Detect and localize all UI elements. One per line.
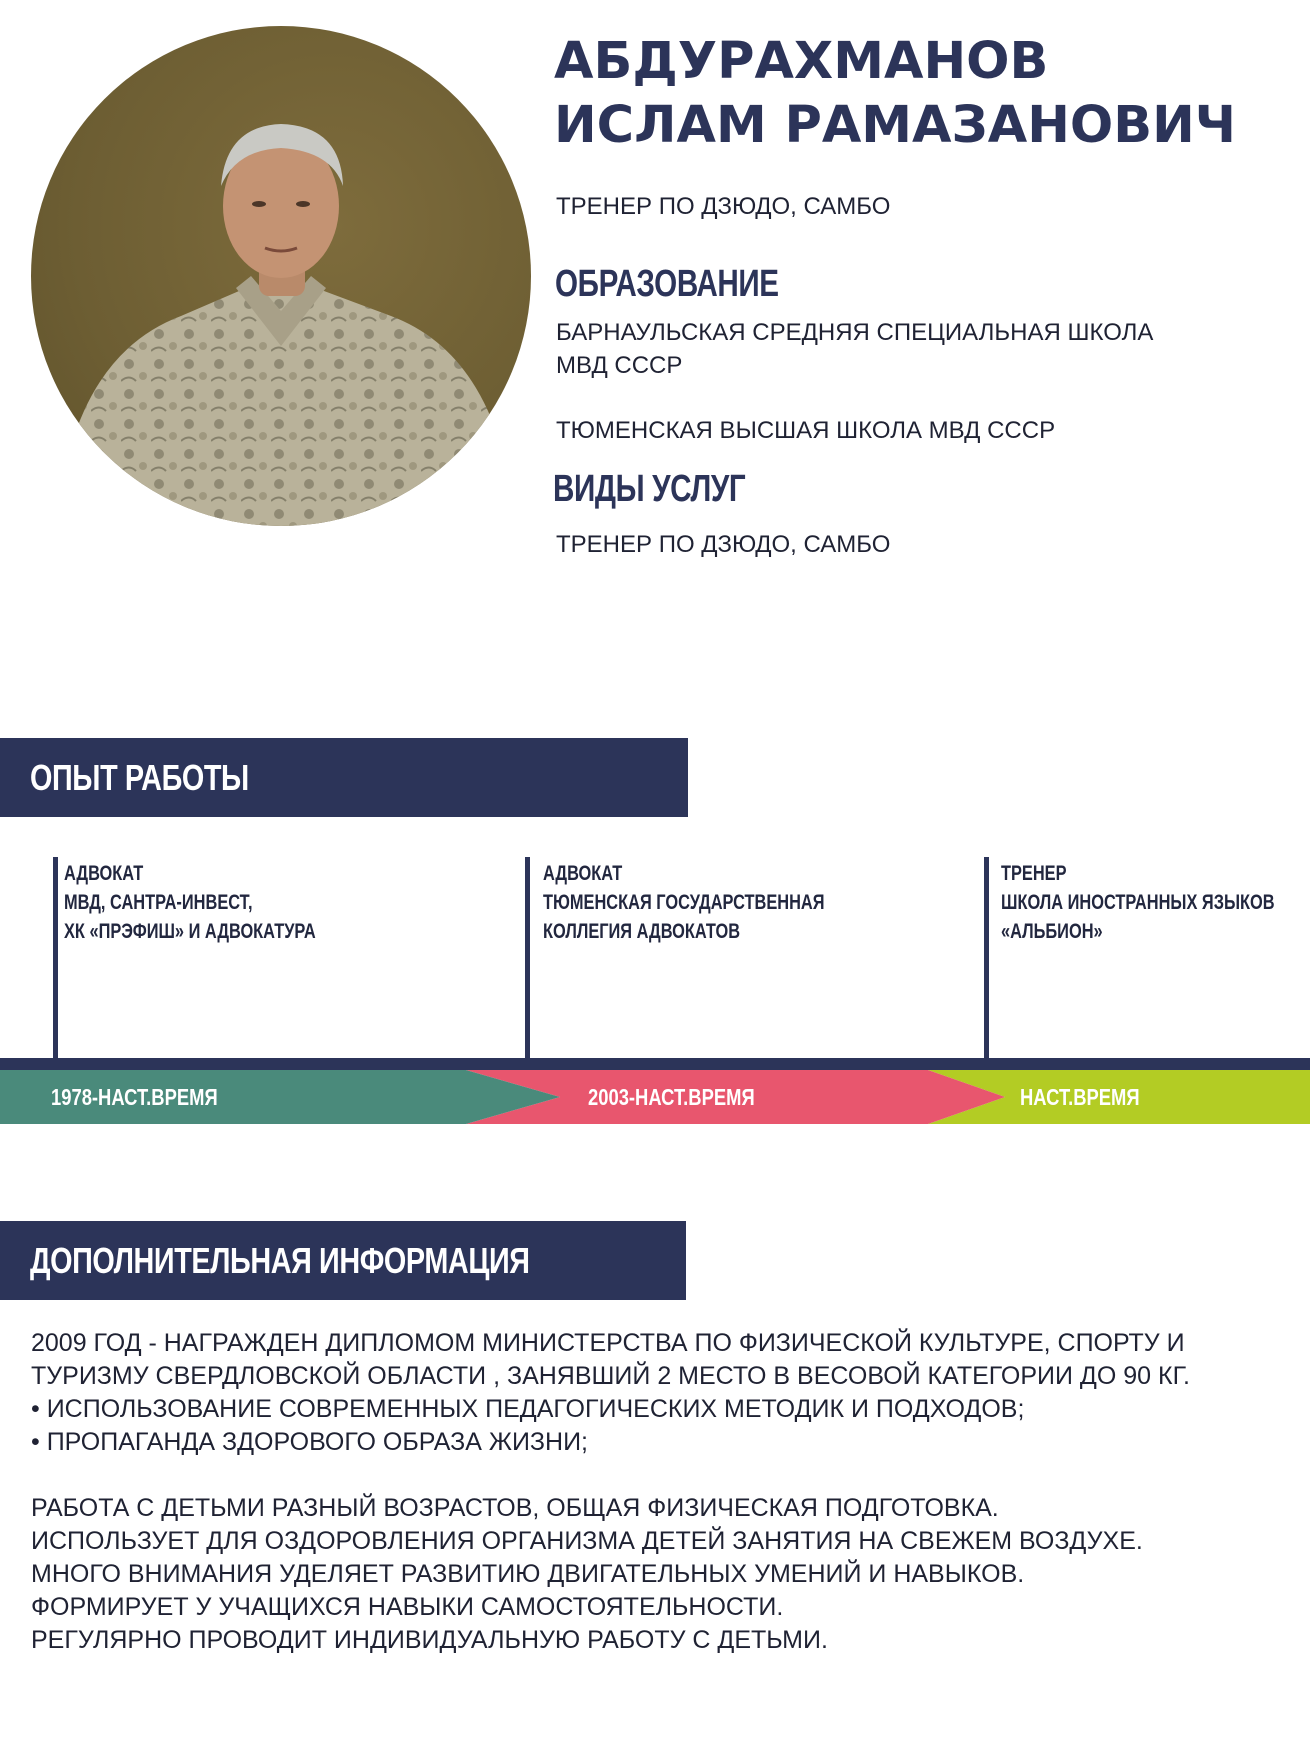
period-1: 1978-НАСТ.ВРЕМЯ	[51, 1084, 218, 1110]
period-3: НАСТ.ВРЕМЯ	[1020, 1084, 1140, 1110]
job-1	[64, 859, 316, 946]
timeline-marker-3	[984, 857, 989, 1058]
additional-banner	[0, 1221, 686, 1300]
coach-photo	[31, 26, 531, 526]
education-school-2: ТЮМЕНСКАЯ ВЫСШАЯ ШКОЛА МВД СССР	[556, 417, 1056, 444]
education-heading: ОБРАЗОВАНИЕ	[555, 263, 779, 305]
timeline-top-bar	[0, 1058, 1310, 1070]
additional-info-text	[31, 1327, 1190, 1657]
timeline-marker-1	[53, 857, 58, 1058]
job-1-org-line-2: ХК «ПРЭФИШ» И АДВОКАТУРА	[64, 920, 316, 943]
info-line: • ПРОПАГАНДА ЗДОРОВОГО ОБРАЗА ЖИЗНИ;	[31, 1428, 588, 1456]
timeline-marker-2	[525, 857, 530, 1058]
job-1-title: АДВОКАТ	[64, 862, 144, 885]
info-line: ТУРИЗМУ СВЕРДЛОВСКОЙ ОБЛАСТИ , ЗАНЯВШИЙ 2 МЕСТО В ВЕСОВОЙ КАТЕГОРИИ ДО 90 КГ.	[31, 1362, 1190, 1390]
job-2	[543, 859, 825, 946]
info-line: ФОРМИРУЕТ У УЧАЩИХСЯ НАВЫКИ САМОСТОЯТЕЛЬНОСТИ.	[31, 1593, 784, 1621]
additional-heading: ДОПОЛНИТЕЛЬНАЯ ИНФОРМАЦИЯ	[30, 1240, 530, 1281]
name-line-2: ИСЛАМ РАМАЗАНОВИЧ	[554, 96, 1237, 155]
info-line: РАБОТА С ДЕТЬМИ РАЗНЫЙ ВОЗРАСТОВ, ОБЩАЯ ФИЗИЧЕСКАЯ ПОДГОТОВКА.	[31, 1494, 999, 1522]
info-line	[31, 1459, 1190, 1492]
job-2-org-line-2: КОЛЛЕГИЯ АДВОКАТОВ	[543, 920, 741, 943]
job-2-title: АДВОКАТ	[543, 862, 623, 885]
info-line: 2009 ГОД - НАГРАЖДЕН ДИПЛОМОМ МИНИСТЕРСТВА ПО ФИЗИЧЕСКОЙ КУЛЬТУРЕ, СПОРТУ И	[31, 1329, 1185, 1357]
role-text: ТРЕНЕР ПО ДЗЮДО, САМБО	[556, 193, 891, 220]
info-line: МНОГО ВНИМАНИЯ УДЕЛЯЕТ РАЗВИТИЮ ДВИГАТЕЛЬНЫХ УМЕНИЙ И НАВЫКОВ.	[31, 1560, 1025, 1588]
info-line: РЕГУЛЯРНО ПРОВОДИТ ИНДИВИДУАЛЬНУЮ РАБОТУ С ДЕТЬМИ.	[31, 1626, 828, 1654]
name-line-1: АБДУРАХМАНОВ	[554, 32, 1049, 91]
experience-banner	[0, 738, 688, 817]
info-line: ИСПОЛЬЗУЕТ ДЛЯ ОЗДОРОВЛЕНИЯ ОРГАНИЗМА ДЕТЕЙ ЗАНЯТИЯ НА СВЕЖЕМ ВОЗДУХЕ.	[31, 1527, 1143, 1555]
job-3	[1001, 859, 1275, 946]
education-school-1-line-1: БАРНАУЛЬСКАЯ СРЕДНЯЯ СПЕЦИАЛЬНАЯ ШКОЛА	[556, 319, 1154, 346]
services-text: ТРЕНЕР ПО ДЗЮДО, САМБО	[556, 531, 891, 558]
services-heading: ВИДЫ УСЛУГ	[553, 468, 746, 510]
experience-heading: ОПЫТ РАБОТЫ	[30, 757, 249, 798]
job-3-org-line-1: ШКОЛА ИНОСТРАННЫХ ЯЗЫКОВ	[1001, 891, 1275, 914]
education-school-1-line-2: МВД СССР	[556, 352, 683, 379]
job-3-title: ТРЕНЕР	[1001, 862, 1067, 885]
job-3-org-line-2: «АЛЬБИОН»	[1001, 920, 1103, 943]
job-2-org-line-1: ТЮМЕНСКАЯ ГОСУДАРСТВЕННАЯ	[543, 891, 825, 914]
info-line: • ИСПОЛЬЗОВАНИЕ СОВРЕМЕННЫХ ПЕДАГОГИЧЕСКИХ МЕТОДИК И ПОДХОДОВ;	[31, 1395, 1025, 1423]
person-name	[554, 30, 1236, 158]
job-1-org-line-1: МВД, САНТРА-ИНВЕСТ,	[64, 891, 253, 914]
period-2: 2003-НАСТ.ВРЕМЯ	[588, 1084, 755, 1110]
